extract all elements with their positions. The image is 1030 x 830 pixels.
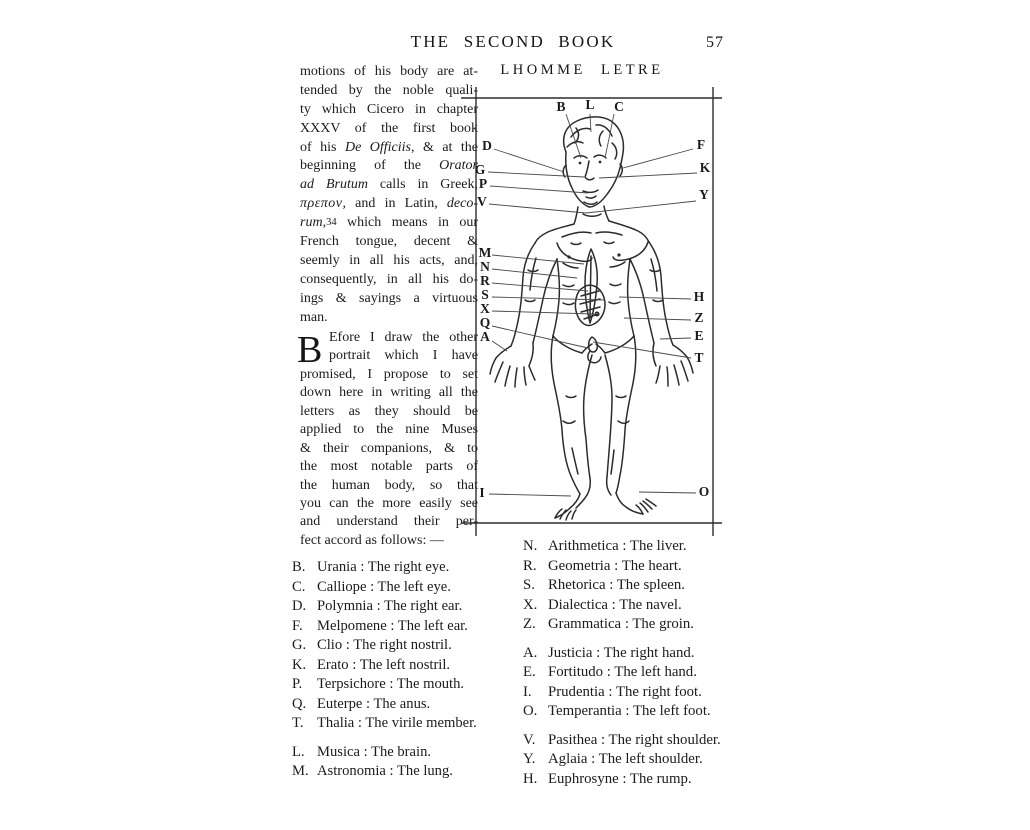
- list-group: [292, 744, 507, 783]
- text-line: ings & sayings a virtuous: [300, 290, 478, 306]
- human-figure-drawing: [490, 117, 693, 520]
- text-line: motions of his body are at-: [300, 64, 478, 79]
- text-line: XXXV of the first book: [300, 120, 478, 136]
- letter-meaning: Prudentia : The right foot.: [548, 683, 702, 700]
- text-line: rum,34 which means in our: [300, 215, 478, 231]
- figure-letter-labels: [475, 97, 711, 500]
- figure-letter: C: [614, 99, 624, 114]
- muses-list-right: [523, 538, 773, 790]
- figure-letter: Y: [699, 187, 709, 202]
- list-item: [523, 703, 773, 723]
- leader-line: [492, 311, 594, 314]
- text-line: promised, I propose to set: [300, 366, 478, 382]
- text-line: applied to the nine Muses: [300, 422, 478, 438]
- list-item: [292, 598, 507, 618]
- letter-key: T.: [292, 715, 304, 731]
- figure-letter: R: [480, 273, 490, 288]
- letter-key: X.: [523, 596, 538, 613]
- leader-line: [492, 283, 588, 291]
- letter-key: K.: [292, 656, 307, 673]
- letter-meaning: Pasithea : The right shoulder.: [548, 731, 721, 748]
- running-head: THE SECOND BOOK: [410, 32, 616, 51]
- letter-meaning: Euphrosyne : The rump.: [548, 770, 692, 787]
- text-line: ad Brutum calls in Greek,: [300, 177, 478, 193]
- list-item: [523, 616, 773, 636]
- figure-letter: S: [481, 287, 489, 302]
- list-item: [292, 618, 507, 638]
- letter-key: B.: [292, 559, 306, 575]
- letter-key: A.: [523, 644, 538, 661]
- list-item: [523, 645, 773, 665]
- letter-key: E.: [523, 664, 536, 680]
- letter-key: Q.: [292, 695, 307, 712]
- letter-meaning: Geometria : The heart.: [548, 557, 682, 574]
- letter-meaning: Grammatica : The groin.: [548, 616, 695, 632]
- letter-key: G.: [292, 637, 307, 653]
- letter-meaning: Polymnia : The right ear.: [317, 598, 463, 614]
- figure-title: LHOMME LETRE: [500, 62, 664, 78]
- list-group: [523, 538, 773, 636]
- letter-meaning: Melpomene : The left ear.: [317, 617, 468, 634]
- list-item: [292, 744, 507, 764]
- leader-line: [489, 204, 586, 213]
- letter-meaning: Astronomia : The lung.: [317, 763, 453, 779]
- leader-line: [599, 173, 697, 178]
- letter-key: S.: [523, 577, 535, 593]
- letter-key: F.: [292, 617, 303, 634]
- letter-key: C.: [292, 578, 306, 595]
- leader-line: [494, 149, 564, 172]
- text-line: tended by the noble quali-: [300, 82, 478, 98]
- letter-key: V.: [523, 731, 536, 748]
- text-line: the most notable parts of: [300, 459, 478, 475]
- letter-meaning: Erato : The left nostril.: [317, 656, 451, 673]
- figure-letter: V: [477, 194, 487, 209]
- text-line: & their companions, & to: [300, 440, 478, 456]
- letter-meaning: Euterpe : The anus.: [317, 695, 431, 712]
- text-line: Efore I draw the other: [329, 330, 478, 345]
- list-item: [523, 732, 773, 752]
- letter-key: R.: [523, 557, 537, 574]
- text-line: man.: [300, 309, 328, 325]
- list-group: [523, 732, 773, 791]
- letter-key: N.: [523, 538, 538, 554]
- list-item: [523, 664, 773, 684]
- letter-key: D.: [292, 598, 307, 614]
- list-item: [292, 676, 507, 696]
- letter-man-figure: [440, 75, 740, 550]
- list-item: [523, 684, 773, 704]
- letter-key: H.: [523, 770, 538, 787]
- list-item: [523, 597, 773, 617]
- leader-line: [639, 492, 696, 493]
- leader-line: [624, 318, 691, 320]
- letter-meaning: Rhetorica : The spleen.: [548, 577, 685, 593]
- letter-key: Y.: [523, 751, 536, 767]
- text-line: beginning of the Orator: [300, 158, 478, 174]
- letter-meaning: Thalia : The virile member.: [317, 715, 477, 731]
- list-item: [292, 657, 507, 677]
- leader-line: [492, 341, 507, 351]
- figure-letter: B: [556, 99, 566, 114]
- list-item: [523, 771, 773, 791]
- letter-key: M.: [292, 763, 309, 779]
- letter-meaning: Musica : The brain.: [317, 743, 432, 760]
- leader-line: [586, 201, 696, 213]
- figure-letter: L: [585, 97, 595, 112]
- list-item: [523, 751, 773, 771]
- leader-line: [623, 149, 693, 168]
- letter-meaning: Arithmetica : The liver.: [548, 538, 687, 554]
- list-item: [292, 559, 507, 579]
- text-line: fect accord as follows: —: [300, 532, 444, 548]
- letter-key: P.: [292, 676, 303, 692]
- text-line: letters as they should be: [300, 403, 478, 419]
- list-group: [523, 645, 773, 723]
- figure-letter: N: [480, 259, 490, 274]
- letter-key: Z.: [523, 616, 536, 632]
- figure-letter: P: [478, 176, 488, 191]
- list-item: [523, 577, 773, 597]
- text-line: of his De Officiis, & at the: [300, 139, 478, 155]
- text-line: portrait which I have: [329, 348, 478, 364]
- text-line: ty which Cicero in chapter: [300, 101, 478, 117]
- figure-letter: K: [699, 160, 711, 175]
- letter-meaning: Fortitudo : The left hand.: [548, 664, 697, 680]
- figure-letter: X: [480, 301, 490, 316]
- list-item: [523, 558, 773, 578]
- figure-letter: F: [696, 137, 706, 152]
- letter-meaning: Justicia : The right hand.: [548, 644, 695, 661]
- figure-letter: D: [482, 138, 492, 153]
- list-item: [292, 579, 507, 599]
- text-line: French tongue, decent &: [300, 234, 478, 250]
- text-line: down here in writing all the: [300, 385, 478, 401]
- letter-meaning: Clio : The right nostril.: [317, 637, 452, 653]
- text-line: seemly in all his acts, and,: [300, 252, 478, 268]
- list-group: [292, 559, 507, 735]
- text-line: consequently, in all his do-: [300, 271, 478, 287]
- letter-meaning: Temperantia : The left foot.: [548, 703, 711, 719]
- list-item: [292, 763, 507, 783]
- list-item: [292, 696, 507, 716]
- figure-letter: H: [693, 289, 705, 304]
- leader-line: [492, 269, 577, 278]
- text-line: πρεπον, and in Latin, deco-: [300, 196, 478, 212]
- letter-meaning: Urania : The right eye.: [317, 559, 450, 575]
- leader-line: [492, 326, 588, 348]
- text-line: and understand their per-: [300, 514, 478, 530]
- letter-meaning: Terpsichore : The mouth.: [317, 676, 465, 692]
- figure-letter: Z: [694, 310, 704, 325]
- letter-key: L.: [292, 743, 305, 760]
- figure-letter: Q: [479, 315, 491, 330]
- figure-letter: E: [694, 328, 704, 343]
- muses-list-left: [292, 559, 507, 783]
- text-line: you can the more easily see: [300, 495, 478, 511]
- leader-line: [492, 297, 605, 300]
- leader-line: [488, 172, 584, 177]
- letter-meaning: Aglaia : The left shoulder.: [548, 751, 703, 767]
- text-line: the human body, so that: [300, 477, 478, 493]
- leader-line: [593, 342, 691, 358]
- list-item: [292, 637, 507, 657]
- list-item: [292, 715, 507, 735]
- figure-letter: T: [694, 350, 704, 365]
- figure-letter: I: [479, 485, 485, 500]
- letter-meaning: Dialectica : The navel.: [548, 596, 682, 613]
- figure-letter: M: [478, 245, 492, 260]
- leader-line: [489, 494, 571, 496]
- letter-meaning: Calliope : The left eye.: [317, 578, 451, 595]
- page-number: 57: [706, 34, 724, 51]
- letter-key: I.: [523, 683, 532, 700]
- leader-line: [619, 297, 691, 299]
- drop-cap: B: [297, 329, 323, 371]
- figure-letter: A: [480, 329, 490, 344]
- letter-key: O.: [523, 703, 538, 719]
- figure-letter: G: [474, 162, 486, 177]
- figure-letter: O: [698, 484, 710, 499]
- leader-line: [660, 338, 691, 339]
